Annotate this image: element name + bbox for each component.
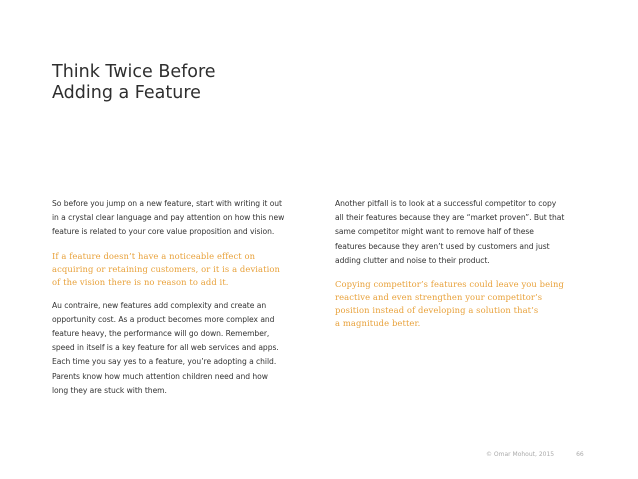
text-line: speed in itself is a key feature for all web services and apps. xyxy=(52,343,279,353)
text-line: feature heavy, the performance will go down. Remember, xyxy=(52,329,270,339)
title-line: Adding a Feature xyxy=(52,83,201,103)
text-line: features because they aren’t used by customers and just xyxy=(335,241,550,251)
text-line: Each time you say yes to a feature, you’re adopting a child. xyxy=(52,357,277,367)
text-line: opportunity cost. As a product becomes more complex and xyxy=(52,314,275,324)
quote-line: acquiring or retaining customers, or it is a deviation xyxy=(52,263,281,274)
left-column xyxy=(52,197,310,408)
text-line: feature is related to your core value proposition and vision. xyxy=(52,227,275,237)
quote-line: Copying competitor’s features could leave you being xyxy=(335,279,564,290)
quote-line: reactive and even strengthen your competitor’s xyxy=(335,292,543,303)
left-pull-quote xyxy=(52,250,310,289)
quote-line: of the vision there is no reason to add it. xyxy=(52,276,229,287)
text-line: in a crystal clear language and pay attention on how this new xyxy=(52,213,285,223)
text-line: adding clutter and noise to their product. xyxy=(335,255,490,265)
text-line: Parents know how much attention children need and how xyxy=(52,371,268,381)
right-paragraph-1 xyxy=(335,197,593,268)
copyright-text: © Omar Mohout, 2015 xyxy=(486,451,555,458)
right-column xyxy=(335,197,593,340)
quote-line: If a feature doesn’t have a noticeable effect on xyxy=(52,250,256,261)
text-line: long they are stuck with them. xyxy=(52,385,167,395)
left-paragraph-2 xyxy=(52,299,310,398)
text-line: Au contraire, new features add complexity and create an xyxy=(52,300,267,310)
slide-title xyxy=(52,62,216,104)
quote-line: a magnitude better. xyxy=(335,318,421,329)
page-number: 66 xyxy=(576,451,584,458)
text-line: Another pitfall is to look at a successful competitor to copy xyxy=(335,199,557,208)
title-line: Think Twice Before xyxy=(52,62,216,82)
quote-line: position instead of developing a solution that’s xyxy=(335,305,539,316)
right-pull-quote xyxy=(335,278,593,330)
left-paragraph-1 xyxy=(52,197,310,240)
slide-footer xyxy=(486,451,584,458)
text-line: all their features because they are “market proven”. But that xyxy=(335,213,565,223)
text-line: So before you jump on a new feature, start with writing it out xyxy=(52,199,282,208)
text-line: same competitor might want to remove half of these xyxy=(335,227,534,237)
